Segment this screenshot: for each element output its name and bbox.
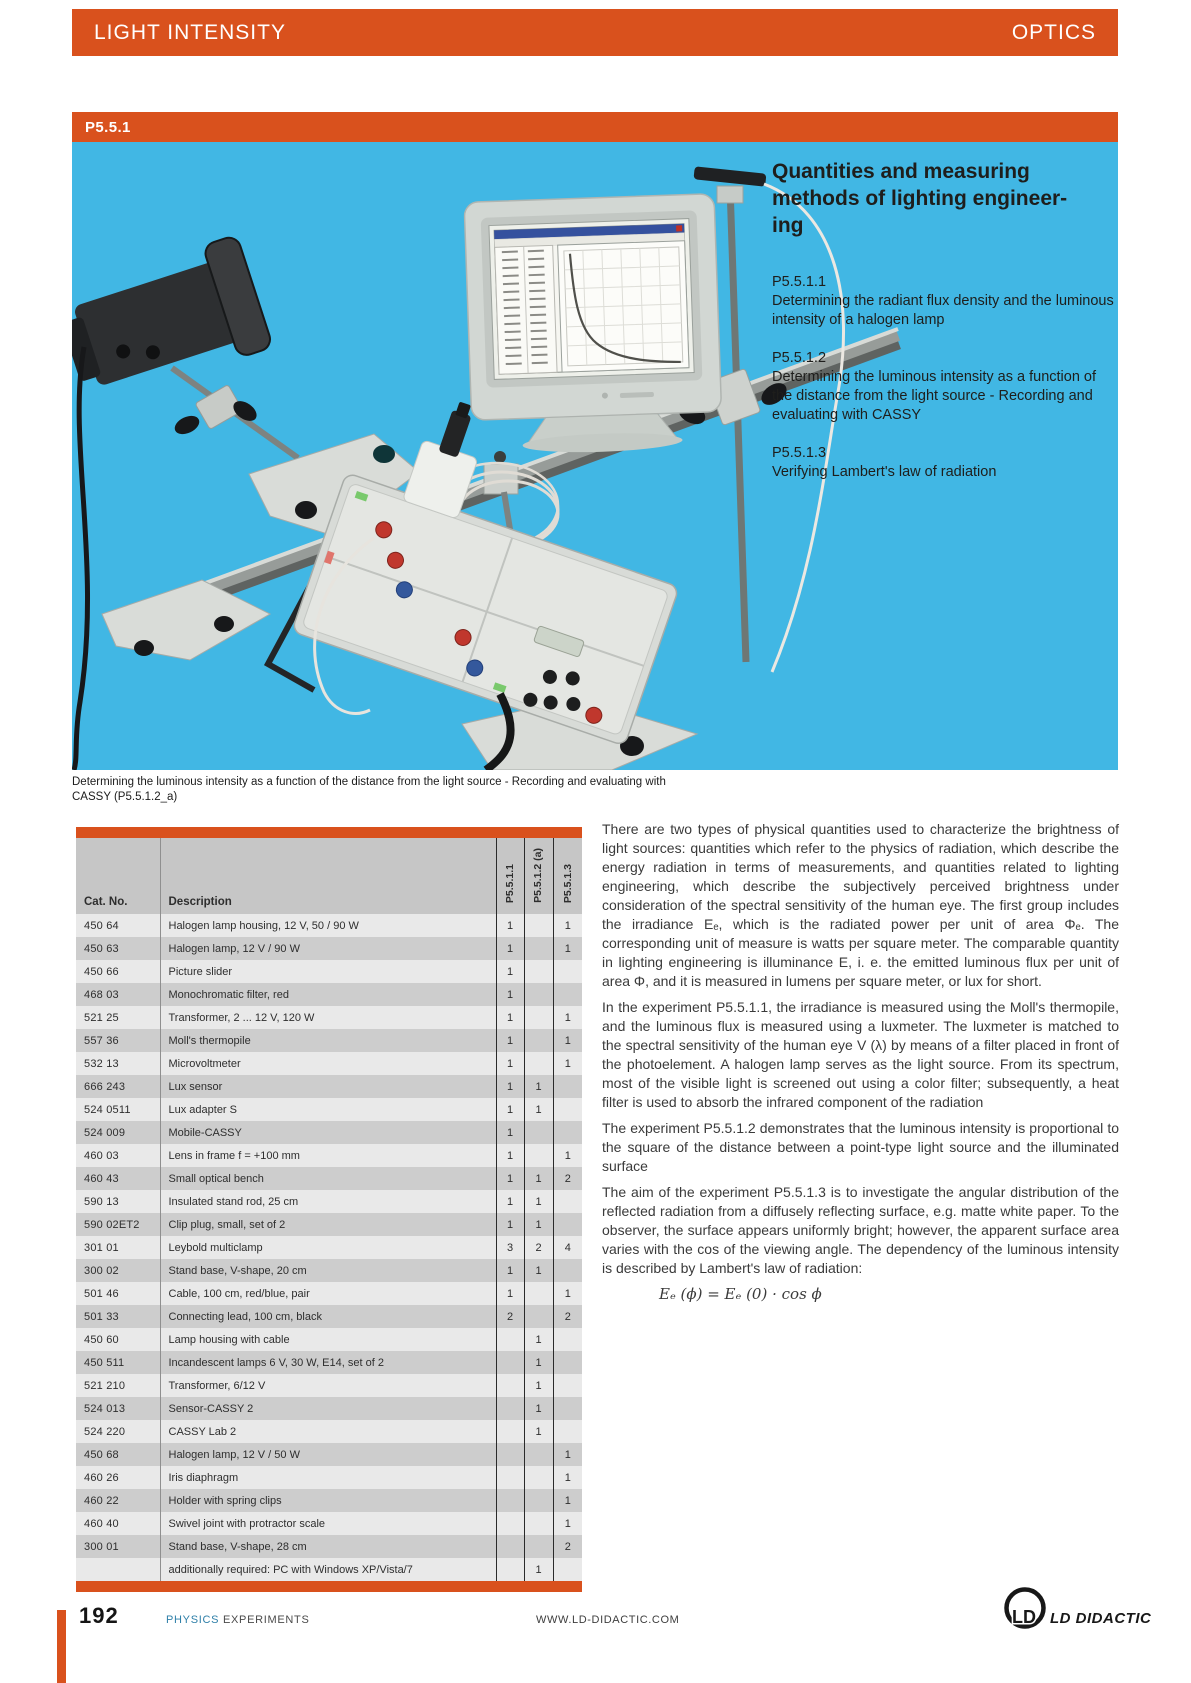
cat-no-cell: 450 64 [84,919,119,932]
qty-p5512a-cell [524,1144,553,1167]
qty-p5513-cell: 1 [553,937,582,960]
cat-no-cell: 300 02 [84,1264,119,1277]
footer-brand-experiments: EXPERIMENTS [222,1614,310,1626]
qty-p5511-cell [496,1443,524,1466]
table-row [76,914,582,937]
description-cell: Halogen lamp, 12 V / 50 W [160,1443,496,1466]
qty-p5513-cell: 1 [553,1489,582,1512]
description-cell: Moll's thermopile [160,1029,496,1052]
table-row [76,1489,582,1512]
qty-p5512a-cell: 1 [524,1558,553,1581]
cat-no-cell: 666 243 [84,1080,126,1093]
description-cell: Incandescent lamps 6 V, 30 W, E14, set of 2 [160,1351,496,1374]
footer-accent-stripe [57,1610,66,1683]
qty-p5511-cell: 1 [496,1144,524,1167]
parts-table [76,838,582,1581]
description-cell: Transformer, 6/12 V [160,1374,496,1397]
section-id-label: P5.5.1 [85,118,131,136]
qty-p5513-cell: 1 [553,1443,582,1466]
qty-p5513-cell: 1 [553,1466,582,1489]
description-cell: Transformer, 2 ... 12 V, 120 W [160,1006,496,1029]
table-row [76,1144,582,1167]
table-bottom-rule [76,1581,582,1592]
article-column [602,820,1119,1304]
qty-p5511-cell [496,1535,524,1558]
qty-p5511-cell [496,1420,524,1443]
qty-p5511-cell [496,1328,524,1351]
section-bar [72,112,1118,142]
description-cell: Lens in frame f = +100 mm [160,1144,496,1167]
qty-p5511-cell: 1 [496,1213,524,1236]
col-header-p5513: P5.5.1.3 [553,838,582,914]
qty-p5511-cell: 1 [496,1006,524,1029]
description-cell: Lux adapter S [160,1098,496,1121]
description-cell: additionally required: PC with Windows XP/Vista/7 [160,1558,496,1581]
footer-brand [166,1614,310,1626]
table-row [76,1259,582,1282]
table-row [76,1351,582,1374]
table-row [76,1006,582,1029]
qty-p5512a-cell [524,1489,553,1512]
qty-p5513-cell [553,1075,582,1098]
qty-p5512a-cell: 1 [524,1259,553,1282]
qty-p5512a-cell [524,1029,553,1052]
col-header-p5512a: P5.5.1.2 (a) [524,838,553,914]
qty-p5511-cell: 1 [496,1167,524,1190]
cat-no-cell [76,1558,160,1581]
qty-p5512a-cell: 1 [524,1213,553,1236]
qty-p5513-cell: 1 [553,1282,582,1305]
table-row [76,1121,582,1144]
experiment-item [772,349,1117,425]
article-paragraph: There are two types of physical quantities used to characterize the brightness of light sources: quantities which refer to the physics of radiation, which describe the energy radiation in terms of measurements, and quantities related to lighting engineering, which describe the subjectively perceived brightness under consideration of the spectral sensitivity of the human eye. The first group includes the irradiance Eₑ, which is the radiated power per unit of area Φₑ. The corresponding unit of measure is watts per square meter. The comparable quantity in lighting engineering is illuminance E, i. e. the emitted luminous flux per unit of area Φ, and it is measured in lumens per square meter, or lux for short. [602,821,1119,989]
table-row [76,1558,582,1581]
qty-p5513-cell: 1 [553,1512,582,1535]
qty-p5511-cell: 1 [496,1121,524,1144]
experiment-description: Determining the luminous intensity as a function of the distance from the light source - Recording and evaluating with CASSY [772,369,1097,423]
qty-p5513-cell [553,1213,582,1236]
article-paragraph: In the experiment P5.5.1.1, the irradiance is measured using the Moll's thermopile, and the luminous flux is measured using a luxmeter. The luxmeter is matched to the spectral sensitivity of the human eye V (λ) by means of a filter placed in front of the photoelement. A halogen lamp serves as the light source. From its spectrum, most of the visible light is screened out using a color filter; subsequently, a heat filter is used to absorb the infrared component of the radiation [602,999,1119,1110]
qty-p5512a-cell: 1 [524,1190,553,1213]
description-cell: Mobile-CASSY [160,1121,496,1144]
experiment-id: P5.5.1.1 [772,274,827,290]
cat-no-cell: 501 33 [84,1310,119,1323]
qty-p5511-cell [496,1466,524,1489]
cat-no-cell: 501 46 [84,1287,119,1300]
cat-no-cell: 460 22 [84,1494,119,1507]
ld-didactic-logo [998,1581,1178,1637]
cat-no-cell: 468 03 [84,988,119,1001]
experiment-group-title [772,158,1117,239]
table-row [76,1167,582,1190]
page-number: 192 [79,1603,119,1628]
lambert-law-formula: Eₑ (ϕ) = Eₑ (0) · cos ϕ [659,1285,822,1303]
qty-p5513-cell [553,1374,582,1397]
cat-no-cell: 450 66 [84,965,119,978]
cat-no-cell: 524 009 [84,1126,126,1139]
cat-no-cell: 532 13 [84,1057,119,1070]
qty-p5512a-cell: 1 [524,1167,553,1190]
qty-p5513-cell [553,1397,582,1420]
description-cell: Microvoltmeter [160,1052,496,1075]
description-cell: Small optical bench [160,1167,496,1190]
qty-p5512a-cell [524,1305,553,1328]
cat-no-header: Cat. No. [76,838,160,914]
description-cell: Halogen lamp housing, 12 V, 50 / 90 W [160,914,496,937]
header-right-label: OPTICS [1011,20,1096,44]
table-row [76,1213,582,1236]
experiment-item [772,273,1117,330]
qty-p5512a-cell: 2 [524,1236,553,1259]
qty-p5512a-cell [524,1512,553,1535]
qty-p5511-cell: 1 [496,1259,524,1282]
qty-p5512a-cell [524,1535,553,1558]
qty-p5512a-cell: 1 [524,1374,553,1397]
qty-p5511-cell: 1 [496,1190,524,1213]
qty-p5513-cell [553,1098,582,1121]
description-cell: Connecting lead, 100 cm, black [160,1305,496,1328]
qty-p5511-cell: 1 [496,937,524,960]
qty-p5512a-cell [524,914,553,937]
cat-no-cell: 557 36 [84,1034,119,1047]
qty-p5513-cell: 1 [553,914,582,937]
qty-p5512a-cell: 1 [524,1098,553,1121]
qty-p5513-cell: 2 [553,1305,582,1328]
table-row [76,960,582,983]
description-cell: Lamp housing with cable [160,1328,496,1351]
description-cell: Sensor-CASSY 2 [160,1397,496,1420]
description-cell: Clip plug, small, set of 2 [160,1213,496,1236]
cat-no-cell: 300 01 [84,1540,119,1553]
qty-p5512a-cell [524,937,553,960]
description-cell: Stand base, V-shape, 28 cm [160,1535,496,1558]
qty-p5513-cell [553,1558,582,1581]
experiment-item [772,444,1117,482]
cat-no-cell: 450 68 [84,1448,119,1461]
table-row [76,1075,582,1098]
cat-no-cell: 301 01 [84,1241,119,1254]
qty-p5513-cell: 1 [553,1052,582,1075]
qty-p5512a-cell: 1 [524,1397,553,1420]
cassy-software-window [494,224,689,375]
experiment-id: P5.5.1.2 [772,350,827,366]
qty-p5512a-cell [524,960,553,983]
qty-p5513-cell [553,1328,582,1351]
qty-p5512a-cell [524,1052,553,1075]
description-cell: Monochromatic filter, red [160,983,496,1006]
table-row [76,1397,582,1420]
experiment-title-line: ing [772,214,804,237]
qty-p5511-cell: 1 [496,1052,524,1075]
qty-p5513-cell [553,1121,582,1144]
description-cell: Cable, 100 cm, red/blue, pair [160,1282,496,1305]
qty-p5513-cell: 4 [553,1236,582,1259]
qty-p5513-cell: 1 [553,1029,582,1052]
cat-no-cell: 460 03 [84,1149,119,1162]
description-cell: Iris diaphragm [160,1466,496,1489]
description-cell: Holder with spring clips [160,1489,496,1512]
description-cell: Stand base, V-shape, 20 cm [160,1259,496,1282]
qty-p5511-cell: 2 [496,1305,524,1328]
cat-no-cell: 460 43 [84,1172,119,1185]
header-left-label: LIGHT INTENSITY [94,20,286,44]
qty-p5512a-cell [524,983,553,1006]
logo-wordmark: LD DIDACTIC [1050,1610,1152,1627]
qty-p5512a-cell [524,1466,553,1489]
article-paragraph: The experiment P5.5.1.2 demonstrates that the luminous intensity is proportional to the square of the distance between a point-type light source and the illuminated surface [602,1120,1119,1174]
table-row [76,1466,582,1489]
cat-no-cell: 521 25 [84,1011,119,1024]
qty-p5513-cell [553,1259,582,1282]
qty-p5513-cell: 2 [553,1167,582,1190]
qty-p5513-cell [553,1190,582,1213]
qty-p5512a-cell: 1 [524,1075,553,1098]
cat-no-cell: 524 013 [84,1402,126,1415]
qty-p5511-cell: 1 [496,1098,524,1121]
table-top-rule [76,827,582,838]
qty-p5513-cell [553,983,582,1006]
table-row [76,1029,582,1052]
cat-no-cell: 460 40 [84,1517,119,1530]
description-cell: Halogen lamp, 12 V / 90 W [160,937,496,960]
cat-no-cell: 524 0511 [84,1103,131,1116]
qty-p5512a-cell [524,1443,553,1466]
qty-p5511-cell [496,1397,524,1420]
description-cell: Picture slider [160,960,496,983]
table-row [76,1512,582,1535]
qty-p5511-cell [496,1489,524,1512]
qty-p5512a-cell [524,1121,553,1144]
experiment-list [772,273,1117,482]
qty-p5511-cell: 1 [496,1029,524,1052]
footer-url: WWW.LD-DIDACTIC.COM [536,1614,680,1626]
qty-p5513-cell: 1 [553,1006,582,1029]
table-row [76,937,582,960]
qty-p5512a-cell [524,1282,553,1305]
description-cell: Insulated stand rod, 25 cm [160,1190,496,1213]
table-header-row [76,838,582,914]
qty-p5512a-cell: 1 [524,1351,553,1374]
qty-p5513-cell [553,1420,582,1443]
experiment-id: P5.5.1.3 [772,445,827,461]
qty-p5512a-cell: 1 [524,1328,553,1351]
qty-p5512a-cell: 1 [524,1420,553,1443]
description-cell: Leybold multiclamp [160,1236,496,1259]
parts-table-body [76,914,582,1581]
cat-no-cell: 590 13 [84,1195,119,1208]
qty-p5511-cell: 3 [496,1236,524,1259]
qty-p5511-cell: 1 [496,914,524,937]
table-row [76,1190,582,1213]
qty-p5511-cell [496,1374,524,1397]
experiment-title-line: methods of lighting engineer- [772,187,1068,210]
cat-no-cell: 450 511 [84,1356,125,1369]
qty-p5511-cell: 1 [496,1282,524,1305]
qty-p5511-cell [496,1512,524,1535]
table-row [76,1282,582,1305]
qty-p5511-cell: 1 [496,983,524,1006]
qty-p5512a-cell [524,1006,553,1029]
cat-no-cell: 450 60 [84,1333,119,1346]
experiment-title-line: Quantities and measuring [772,160,1030,183]
table-row [76,1443,582,1466]
table-row [76,1374,582,1397]
table-row [76,983,582,1006]
col-header-p5511: P5.5.1.1 [496,838,524,914]
experiment-photo [72,142,1118,770]
logo-monogram: LD [1012,1607,1036,1627]
qty-p5511-cell [496,1351,524,1374]
cat-no-cell: 521 210 [84,1379,126,1392]
photo-text-overlay [772,158,1117,501]
page-header-bar [72,9,1118,56]
qty-p5513-cell: 2 [553,1535,582,1558]
qty-p5511-cell: 1 [496,960,524,983]
qty-p5513-cell [553,1351,582,1374]
table-row [76,1328,582,1351]
footer-brand-physics: PHYSICS [166,1614,220,1626]
cat-no-cell: 460 26 [84,1471,119,1484]
description-header: Description [160,838,496,914]
photo-caption: Determining the luminous intensity as a function of the distance from the light source - Recording and evaluating with CASSY (P5.5.1.2_a) [72,776,666,803]
table-row [76,1052,582,1075]
qty-p5513-cell [553,960,582,983]
experiment-description: Determining the radiant flux density and the luminous intensity of a halogen lamp [772,293,1114,328]
table-row [76,1098,582,1121]
qty-p5511-cell [496,1558,524,1581]
cat-no-cell: 590 02ET2 [84,1218,140,1231]
qty-p5511-cell: 1 [496,1075,524,1098]
qty-p5513-cell: 1 [553,1144,582,1167]
description-cell: Lux sensor [160,1075,496,1098]
description-cell: Swivel joint with protractor scale [160,1512,496,1535]
parts-table-wrap [76,827,582,1592]
table-row [76,1305,582,1328]
cat-no-cell: 524 220 [84,1425,126,1438]
description-cell: CASSY Lab 2 [160,1420,496,1443]
cat-no-cell: 450 63 [84,942,119,955]
table-row [76,1236,582,1259]
table-row [76,1535,582,1558]
table-row [76,1420,582,1443]
experiment-description: Verifying Lambert's law of radiation [772,464,997,480]
article-paragraph: The aim of the experiment P5.5.1.3 is to investigate the angular distribution of the reflected radiation from a diffusely reflecting surface, e.g. matte white paper. To the observer, the surface appears uniformly bright; however, the apparent surface area varies with the cos of the viewing angle. The dependency of the luminous intensity is described by Lambert's law of radiation: [602,1184,1119,1276]
